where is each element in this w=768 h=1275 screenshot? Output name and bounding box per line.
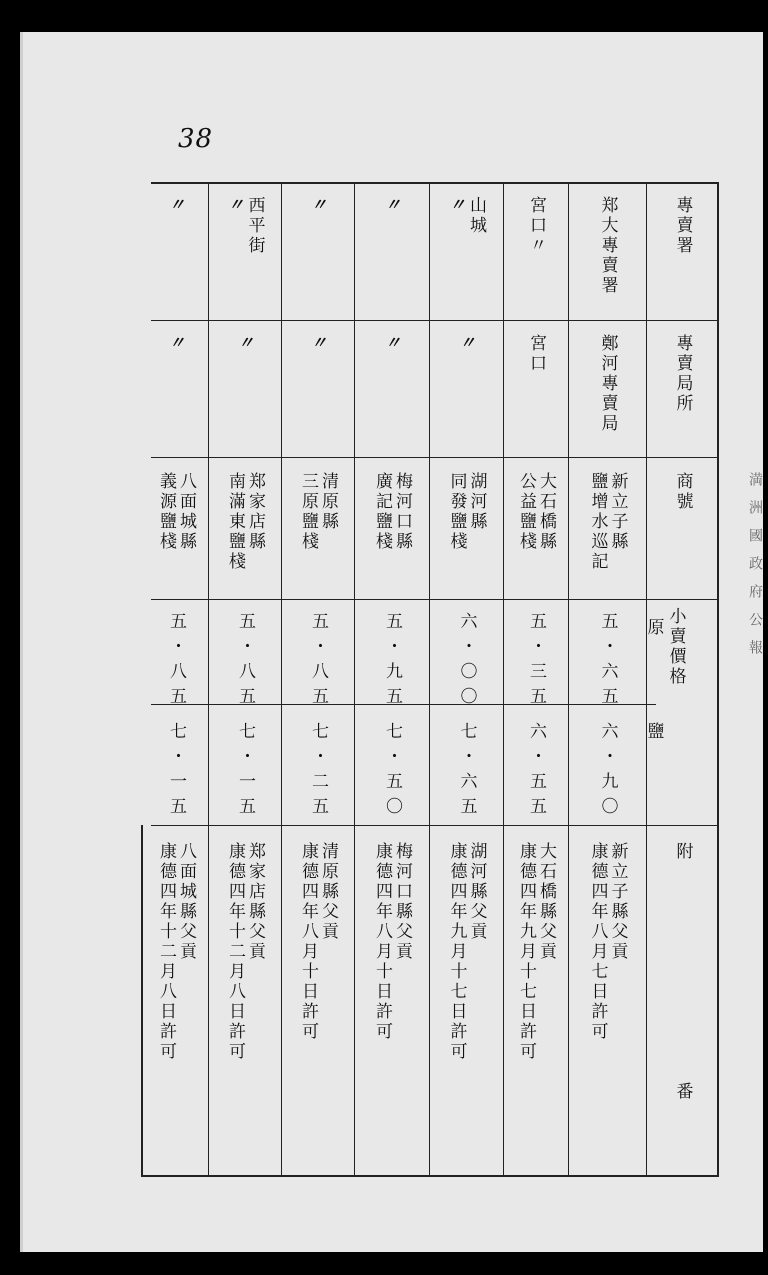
- row-2-price-raw: 五・三五: [526, 612, 546, 712]
- row-4-bureau: 〃: [382, 334, 402, 353]
- row-3-price-raw: 六・〇〇: [456, 612, 477, 712]
- row-1-bureau: 鄭河專賣局: [597, 334, 618, 434]
- header-shop: 商號: [672, 472, 693, 512]
- header-number: 番: [672, 1082, 693, 1102]
- row-4-price-salt: 七・五〇: [382, 722, 402, 822]
- header-price: 小賣價格: [665, 607, 686, 687]
- row-1-shop: 新立子縣 鹽增水巡記: [587, 472, 628, 572]
- header-price-raw: 原: [643, 618, 664, 638]
- row-5-office: 〃: [308, 196, 328, 215]
- row-1-office: 郑大專賣署: [597, 196, 618, 296]
- price-table: [141, 182, 719, 1177]
- row-7-price-salt: 七・一五: [166, 722, 186, 822]
- header-notes: 附: [672, 842, 693, 862]
- row-7-shop: 八面城縣 義源鹽棧: [156, 472, 196, 552]
- row-2-notes: 大石橋縣父貢 康德四年九月十七日許可: [516, 842, 556, 1062]
- row-5-price-raw: 五・八五: [308, 612, 328, 712]
- row-7-office: 〃: [166, 196, 186, 215]
- row-1-price-raw: 五・六五: [597, 612, 618, 712]
- row-6-notes: 郑家店縣父貢 康德四年十二月八日許可: [225, 842, 265, 1062]
- row-rule-2: [151, 457, 719, 458]
- row-6-price-raw: 五・八五: [235, 612, 255, 712]
- margin-running-title: 満洲國政府公報: [747, 472, 763, 668]
- row-rule-3: [151, 599, 719, 600]
- row-rule-1: [151, 320, 719, 321]
- row-5-bureau: 〃: [308, 334, 328, 353]
- table-right-rule: [717, 182, 719, 1177]
- row-6-shop: 郑家店縣 南滿東鹽棧: [225, 472, 265, 572]
- table-bottom-rule: [141, 1175, 719, 1177]
- row-4-notes: 梅河口縣父貢 康德四年八月十日許可: [372, 842, 412, 1042]
- document-page: [20, 32, 763, 1252]
- header-price-salt: 鹽: [643, 722, 664, 742]
- row-4-shop: 梅河口縣 廣記鹽棧: [372, 472, 412, 552]
- row-3-price-salt: 七・六五: [456, 722, 477, 822]
- row-2-price-salt: 六・五五: [526, 722, 546, 822]
- row-1-price-salt: 六・九〇: [597, 722, 618, 822]
- row-7-bureau: 〃: [166, 334, 186, 353]
- row-6-price-salt: 七・一五: [235, 722, 255, 822]
- row-3-office: 山城 〃: [447, 196, 486, 236]
- table-top-rule: [151, 182, 719, 184]
- row-6-office: 西平街 〃: [225, 196, 265, 256]
- row-4-office: 〃: [382, 196, 402, 215]
- row-7-notes: 八面城縣父貢 康德四年十二月八日許可: [156, 842, 196, 1062]
- header-office: 專賣署: [672, 196, 693, 256]
- row-6-bureau: 〃: [235, 334, 255, 353]
- row-3-notes: 湖河縣父貢 康德四年九月十七日許可: [446, 842, 487, 1062]
- row-5-price-salt: 七・二五: [308, 722, 328, 822]
- page-number: 38: [178, 124, 214, 154]
- row-2-bureau: 宮口: [526, 334, 546, 374]
- header-bureau: 專賣局所: [672, 334, 693, 414]
- row-rule-5: [151, 825, 719, 826]
- row-5-shop: 清原縣 三原鹽棧: [298, 472, 338, 552]
- col-rule-7: [646, 182, 647, 1177]
- row-4-price-raw: 五・九五: [382, 612, 402, 712]
- row-3-bureau: 〃: [457, 334, 476, 353]
- row-7-price-raw: 五・八五: [166, 612, 186, 712]
- row-5-notes: 清原縣父貢 康德四年八月十日許可: [298, 842, 338, 1042]
- row-rule-4: [151, 704, 656, 705]
- row-2-shop: 大石橋縣 公益鹽棧: [516, 472, 556, 552]
- table-left-rule: [141, 825, 143, 1177]
- row-2-office: 宮口〃: [526, 196, 546, 256]
- row-1-notes: 新立子縣父貢 康德四年八月七日許可: [587, 842, 628, 1042]
- row-3-shop: 湖河縣 同發鹽棧: [446, 472, 487, 552]
